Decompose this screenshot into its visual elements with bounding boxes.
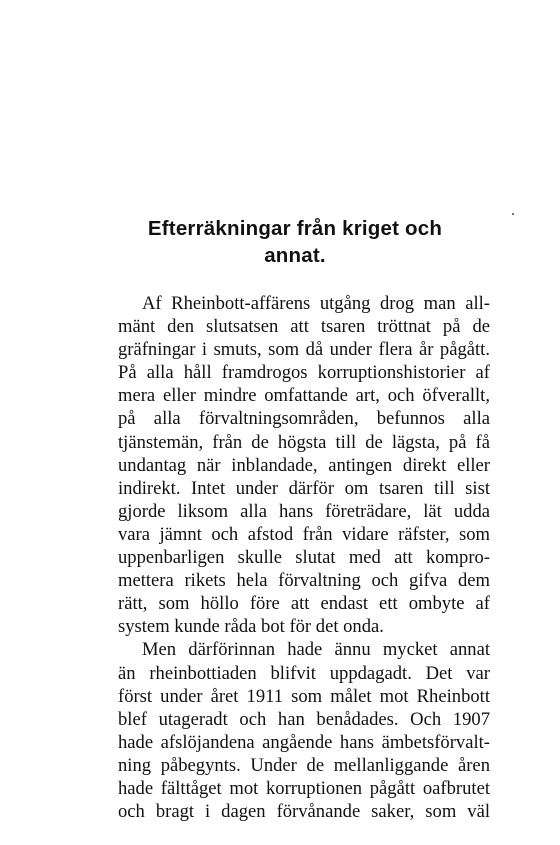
text-line: uppenbarligen skulle slutat med att kompro-: [118, 547, 490, 569]
text-line: rätt, som höllo före att endast ett ombyte af: [118, 593, 490, 615]
text-line: mänt den slutsatsen att tsaren tröttnat på de: [118, 316, 490, 338]
text-line: ning påbegynts. Under de mellanliggande åren: [118, 754, 490, 776]
text-line: först under året 1911 som målet mot Rheinbott: [118, 685, 490, 707]
text-line: mettera rikets hela förvaltning och gifva dem: [118, 570, 490, 592]
text-line: vara jämnt och afstod från vidare räfster, som: [118, 523, 490, 545]
text-line: system kunde råda bot för det onda.: [118, 616, 384, 638]
text-line: tjänstemän, från de högsta till de lägsta, på få: [118, 431, 490, 453]
text-line: mera eller mindre omfattande art, och öfverallt,: [118, 385, 490, 407]
text-line: undantag när inblandade, antingen direkt eller: [118, 454, 490, 476]
chapter-title: [100, 215, 490, 269]
text-line: blef utageradt och han benådades. Och 1907: [118, 708, 490, 730]
text-line: gräfningar i smuts, som då under flera år pågått.: [118, 339, 490, 361]
text-line: hade fälttåget mot korruptionen pågått oafbrutet: [118, 777, 490, 799]
text-line: Af Rheinbott-affärens utgång drog man all-: [142, 293, 490, 314]
text-line: Men därförinnan hade ännu mycket annat: [142, 639, 490, 661]
text-line: indirekt. Intet under därför om tsaren till sist: [118, 477, 490, 499]
chapter-title-line-2: annat.: [264, 244, 326, 267]
text-line: På alla håll framdrogos korruptionshistorier af: [118, 362, 490, 384]
body-text: [118, 292, 490, 823]
text-line: än rheinbottiaden blifvit uppdagadt. Det var: [118, 662, 490, 684]
paper-speck: [512, 213, 514, 215]
text-line: gjorde liksom alla hans företrädare, lät udda: [118, 500, 490, 522]
text-line: på alla förvaltningsområden, befunnos alla: [118, 408, 490, 430]
text-line: och bragt i dagen förvånande saker, som väl: [118, 801, 490, 823]
text-line: hade afslöjandena angående hans ämbetsförvalt-: [118, 731, 490, 753]
chapter-title-line-1: Efterräkningar från kriget och: [147, 217, 443, 240]
